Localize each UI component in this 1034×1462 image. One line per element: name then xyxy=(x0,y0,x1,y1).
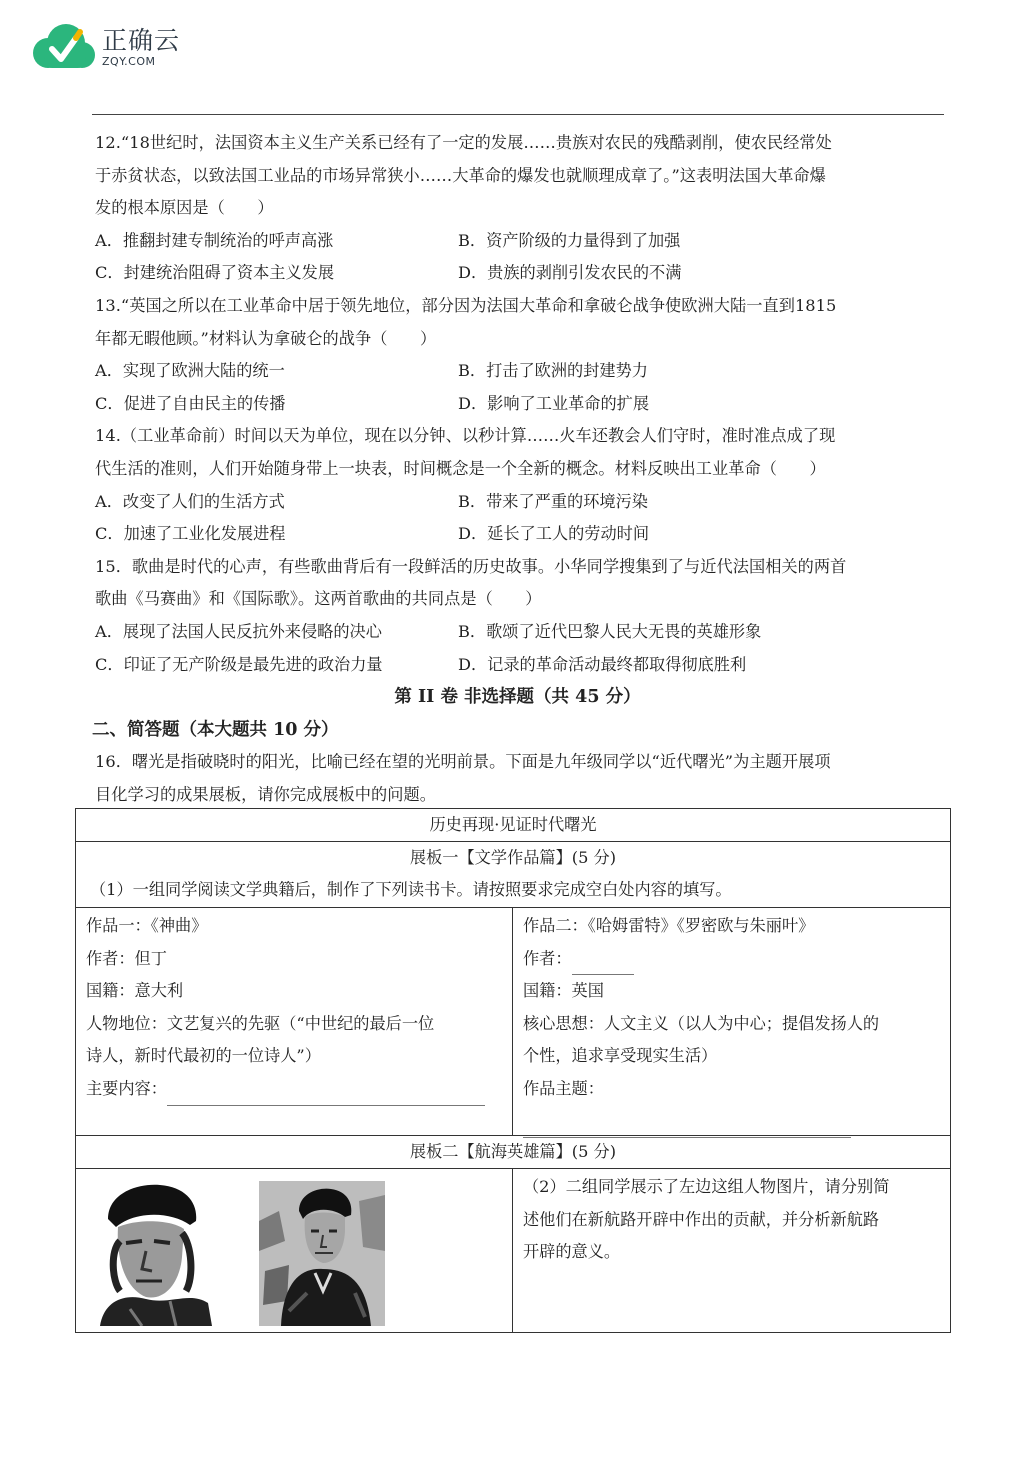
q15-line-2: 歌曲《马赛曲》和《国际歌》。这两首歌曲的共同点是（ ） xyxy=(95,589,542,609)
q13-options-row-2 xyxy=(95,388,940,421)
q15-option-b[interactable]: B．歌颂了近代巴黎人民大无畏的英雄形象 xyxy=(458,621,762,641)
q14-line-2: 代生活的准则，人们开始随身带上一块表，时间概念是一个全新的概念。材料反映出工业革命（ ） xyxy=(95,458,826,478)
card1-content-label: 主要内容： xyxy=(86,1078,167,1098)
q16-line-2: 目化学习的成果展板，请你完成展板中的问题。 xyxy=(95,784,436,804)
board-title: 历史再现·见证时代曙光 xyxy=(76,809,951,842)
card1-content-blank[interactable] xyxy=(167,1086,485,1106)
display-board-table xyxy=(75,808,951,1333)
q13-option-a[interactable]: A．实现了欧洲大陆的统一 xyxy=(95,361,285,381)
card1-author: 作者：但丁 xyxy=(86,948,167,968)
card1-country: 国籍：意大利 xyxy=(86,981,184,1001)
logo-cn-text: 正确云 xyxy=(102,26,181,55)
q12-option-c[interactable]: C．封建统治阻碍了资本主义发展 xyxy=(95,263,335,283)
panel2-question-line-1: （2）二组同学展示了左边这组人物图片，请分别简 xyxy=(523,1177,890,1196)
panel2-question-cell xyxy=(513,1169,951,1333)
explorer-portrait-2-image xyxy=(259,1181,385,1330)
panel2-question-line-3: 开辟的意义。 xyxy=(523,1242,621,1262)
q12-line-2: 于赤贫状态，以致法国工业品的市场异常狭小……大革命的爆发也就顺理成章了。”这表明法国大革命爆 xyxy=(95,165,826,185)
card2-work: 作品二：《哈姆雷特》《罗密欧与朱丽叶》 xyxy=(523,916,815,935)
card2-author-blank[interactable] xyxy=(572,955,634,975)
section-title: 第 II 卷 非选择题（共 45 分） xyxy=(394,687,641,708)
q12-option-b[interactable]: B．资产阶级的力量得到了加强 xyxy=(458,230,681,250)
q12-line-3: 发的根本原因是（ ） xyxy=(95,198,274,218)
part-title: 二、简答题（本大题共 10 分） xyxy=(92,719,339,740)
q14-option-c[interactable]: C．加速了工业化发展进程 xyxy=(95,524,286,544)
card2-author-label: 作者： xyxy=(523,948,572,968)
brand-logo xyxy=(30,22,180,74)
q15-options-row-1 xyxy=(95,616,940,649)
q13-line-1: 13.“英国之所以在工业革命中居于领先地位，部分因为法国大革命和拿破仑战争使欧洲大陆一直到1815 xyxy=(95,295,837,315)
card1-work: 作品一：《神曲》 xyxy=(86,916,208,935)
q15-option-a[interactable]: A．展现了法国人民反抗外来侵略的决心 xyxy=(95,621,382,641)
q12-option-d[interactable]: D．贵族的剥削引发农民的不满 xyxy=(458,263,682,283)
q14-options-row-1 xyxy=(95,486,940,519)
q12-options-row-2 xyxy=(95,257,940,290)
q14-line-1: 14.（工业革命前）时间以天为单位，现在以分钟、以秒计算……火车还教会人们守时，准时准点成了现 xyxy=(95,426,836,446)
q13-line-2: 年都无暇他顾。”材料认为拿破仑的战争（ ） xyxy=(95,328,437,348)
q13-option-d[interactable]: D．影响了工业革命的扩展 xyxy=(458,393,650,413)
q14-option-b[interactable]: B．带来了严重的环境污染 xyxy=(458,491,648,511)
q15-option-c[interactable]: C．印证了无产阶级是最先进的政治力量 xyxy=(95,654,383,674)
card2-theme-label: 作品主题： xyxy=(523,1078,604,1098)
q13-options-row-1 xyxy=(95,355,940,388)
logo-en-text: ZQY.COM xyxy=(102,55,156,68)
question-area xyxy=(92,127,940,811)
card1-status-line-2: 诗人，新时代最初的一位诗人”） xyxy=(86,1046,321,1066)
q12-options-row-1 xyxy=(95,225,940,258)
reading-card-2 xyxy=(513,908,951,1136)
panel1-description: （1）一组同学阅读文学典籍后，制作了下列读书卡。请按照要求完成空白处内容的填写。 xyxy=(90,880,732,899)
q15-line-1: 15．歌曲是时代的心声，有些歌曲背后有一段鲜活的历史故事。小华同学搜集到了与近代法国相关的两首 xyxy=(95,556,847,576)
explorer-portrait-1-image xyxy=(90,1181,215,1330)
card1-status-line-1: 人物地位：文艺复兴的先驱（“中世纪的最后一位 xyxy=(86,1013,435,1033)
card2-country: 国籍：英国 xyxy=(523,981,604,1001)
header-divider xyxy=(92,114,944,115)
q14-options-row-2 xyxy=(95,518,940,551)
q13-option-b[interactable]: B．打击了欧洲的封建势力 xyxy=(458,361,648,381)
q12-option-a[interactable]: A．推翻封建专制统治的呼声高涨 xyxy=(95,230,334,250)
card2-core-line-1: 核心思想：人文主义（以人为中心；提倡发扬人的 xyxy=(523,1013,880,1033)
panel2-question-line-2: 述他们在新航路开辟中作出的贡献，并分析新航路 xyxy=(523,1209,880,1229)
card2-core-line-2: 个性，追求享受现实生活） xyxy=(523,1046,718,1066)
q15-options-row-2 xyxy=(95,649,940,682)
q12-line-1: 12.“18世纪时，法国资本主义生产关系已经有了一定的发展……贵族对农民的残酷剥削，使农民经常处 xyxy=(95,133,832,152)
q16-line-1: 16．曙光是指破晓时的阳光，比喻已经在望的光明前景。下面是九年级同学以“近代曙光”为主题开展项 xyxy=(95,752,831,772)
panel1-heading: 展板一【文学作品篇】(5 分) xyxy=(409,848,617,867)
cloud-check-icon xyxy=(30,23,96,73)
q15-option-d[interactable]: D．记录的革命活动最终都取得彻底胜利 xyxy=(458,654,747,674)
q14-option-d[interactable]: D．延长了工人的劳动时间 xyxy=(458,524,650,544)
reading-card-1 xyxy=(76,908,513,1136)
panel2-heading: 展板二【航海英雄篇】(5 分) xyxy=(76,1136,951,1169)
q13-option-c[interactable]: C．促进了自由民主的传播 xyxy=(95,393,286,413)
q14-option-a[interactable]: A．改变了人们的生活方式 xyxy=(95,491,285,511)
portrait-cell xyxy=(76,1169,513,1333)
